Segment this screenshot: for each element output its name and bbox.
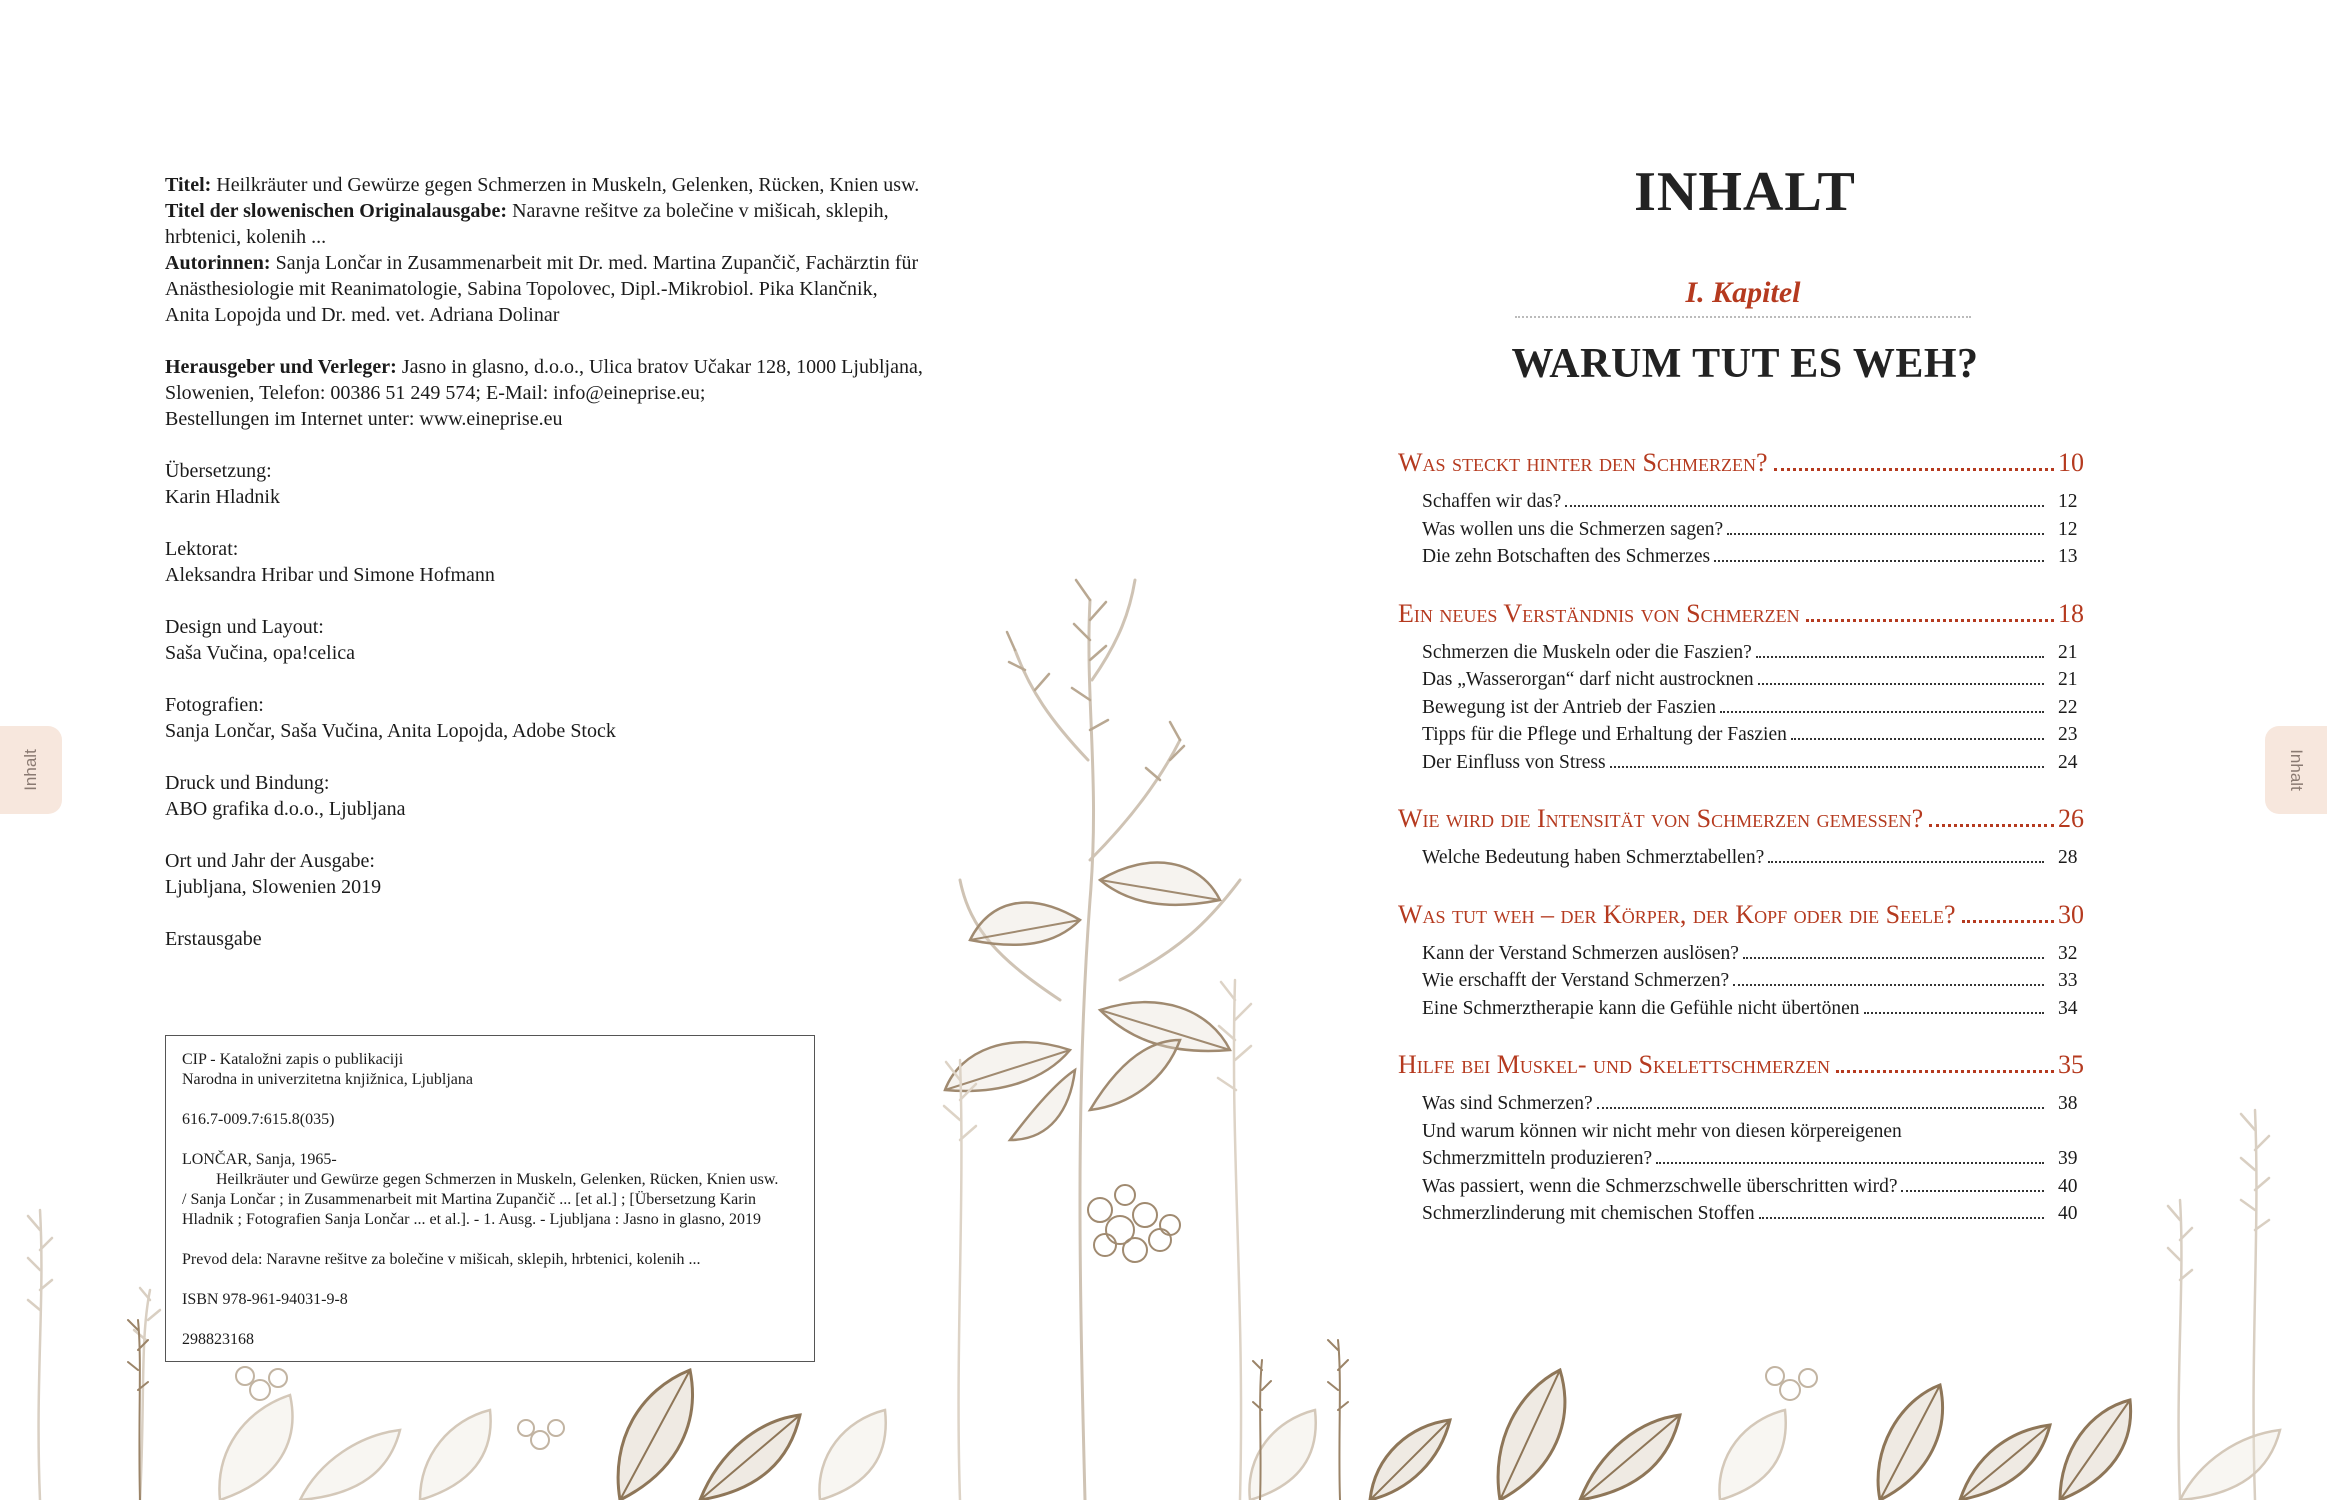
toc-entry-page: 40: [2058, 1203, 2078, 1224]
editing-label: Lektorat:: [165, 538, 239, 560]
title-label: Titel:: [165, 174, 212, 196]
print-label: Druck und Bindung:: [165, 772, 330, 794]
toc-section: [1398, 1050, 2084, 1228]
photos-value: Sanja Lončar, Saša Vučina, Anita Lopojda, Adobe Stock: [165, 720, 616, 742]
toc-entry-title: Eine Schmerztherapie kann die Gefühle nicht übertönen: [1422, 997, 1860, 1019]
toc-section-page: 18: [2058, 598, 2084, 628]
toc-entry-page: 21: [2058, 641, 2078, 663]
table-of-contents: [1398, 448, 2084, 1256]
toc-entry[interactable]: [1398, 940, 2084, 968]
dot-leader: [1756, 656, 2044, 658]
cip-author: LONČAR, Sanja, 1965-: [182, 1151, 337, 1168]
toc-entry-page: 22: [2058, 696, 2078, 718]
cip-desc1: Heilkräuter und Gewürze gegen Schmerzen in Muskeln, Gelenken, Rücken, Knien usw.: [216, 1171, 779, 1188]
toc-entry-page: 23: [2058, 724, 2078, 745]
imprint-edition-block: [165, 926, 955, 952]
toc-section: [1398, 900, 2084, 1023]
dot-leader: [1929, 824, 2054, 827]
dot-leader: [1901, 1190, 2044, 1192]
toc-section-title: Ein neues Verständnis von Schmerzen: [1398, 598, 1800, 628]
toc-entry-title: Schmerzlinderung mit chemischen Stoffen: [1422, 1203, 1755, 1224]
toc-entry-page: 12: [2058, 491, 2078, 512]
toc-entry-page: 28: [2058, 847, 2078, 868]
original-title-value-line1: Naravne rešitve za bolečine v mišicah, sklepih,: [512, 200, 889, 222]
imprint-print-block: [165, 770, 955, 822]
toc-entry-title: Die zehn Botschaften des Schmerzes: [1422, 546, 1711, 567]
dot-leader: [1656, 1162, 2044, 1164]
dot-leader: [1610, 766, 2044, 768]
translation-label: Übersetzung:: [165, 460, 272, 482]
side-tab-left-label: Inhalt: [21, 749, 40, 791]
chapter-title: WARUM TUT ES WEH?: [1511, 341, 1979, 387]
toc-section-page: 10: [2058, 448, 2084, 477]
toc-section-heading[interactable]: [1398, 804, 2084, 840]
toc-entry[interactable]: [1398, 1173, 2084, 1201]
toc-entry-page: 12: [2058, 518, 2078, 540]
dot-leader: [1720, 711, 2044, 713]
toc-entry[interactable]: [1398, 543, 2084, 571]
toc-entry-title: Welche Bedeutung haben Schmerztabellen?: [1422, 847, 1765, 868]
toc-entry-page: 21: [2058, 669, 2078, 690]
dot-leader: [1759, 1217, 2044, 1219]
dot-leader: [1597, 1107, 2044, 1109]
toc-entry[interactable]: [1398, 1145, 2084, 1173]
toc-entry-page: 33: [2058, 970, 2078, 991]
toc-entry-title: Der Einfluss von Stress: [1422, 751, 1606, 773]
dot-leader: [1791, 738, 2044, 740]
toc-entry-title: Was wollen uns die Schmerzen sagen?: [1422, 518, 1724, 540]
original-title-label: Titel der slowenischen Originalausgabe:: [165, 200, 508, 222]
title-value: Heilkräuter und Gewürze gegen Schmerzen in Muskeln, Gelenken, Rücken, Knien usw.: [216, 174, 920, 196]
toc-entry[interactable]: [1398, 666, 2084, 694]
cip-isbn: ISBN 978-961-94031-9-8: [182, 1291, 348, 1308]
cip-translation: Prevod dela: Naravne rešitve za bolečine v mišicah, sklepih, hrbtenici, kolenih ...: [182, 1251, 701, 1268]
toc-entry-page: 13: [2058, 546, 2078, 567]
toc-entry-title: Tipps für die Pflege und Erhaltung der Faszien: [1422, 724, 1787, 745]
cip-desc3: Hladnik ; Fotografien Sanja Lončar ... et al.]. - 1. Ausg. - Ljubljana : Jasno in glasno, 2019: [182, 1211, 761, 1228]
imprint-place-block: [165, 848, 955, 900]
edition: Erstausgabe: [165, 928, 262, 950]
imprint-editing-block: [165, 536, 955, 588]
imprint-photos-block: [165, 692, 955, 744]
imprint-title-block: [165, 172, 955, 328]
print-value: ABO grafika d.o.o., Ljubljana: [165, 798, 406, 820]
toc-section-page: 35: [2058, 1050, 2084, 1079]
toc-entry[interactable]: [1398, 639, 2084, 667]
toc-section: [1398, 599, 2084, 777]
toc-section-title: Was steckt hinter den Schmerzen?: [1398, 448, 1768, 477]
cip-cobiss: 298823168: [182, 1331, 254, 1348]
toc-section-heading[interactable]: [1398, 900, 2084, 936]
cip-record-box: [165, 1035, 815, 1362]
imprint-design-block: [165, 614, 955, 666]
toc-entry-title: Wie erschafft der Verstand Schmerzen?: [1422, 970, 1730, 991]
toc-entry[interactable]: [1398, 516, 2084, 544]
side-tab-right-label: Inhalt: [2287, 749, 2306, 791]
toc-section-title: Hilfe bei Muskel- und Skelettschmerzen: [1398, 1050, 1830, 1079]
photos-label: Fotografien:: [165, 694, 264, 716]
toc-entry[interactable]: [1398, 1200, 2084, 1228]
place-value: Ljubljana, Slowenien 2019: [165, 876, 382, 898]
toc-entry[interactable]: [1398, 488, 2084, 516]
toc-section-heading[interactable]: [1398, 599, 2084, 635]
cip-line2: Narodna in univerzitetna knjižnica, Ljubljana: [182, 1071, 473, 1088]
toc-section-page: 30: [2058, 899, 2084, 929]
toc-entry-page: 34: [2058, 997, 2078, 1019]
publisher-line3: Bestellungen im Internet unter: www.eineprise.eu: [165, 408, 563, 430]
original-title-value-line2: hrbtenici, kolenih ...: [165, 226, 327, 248]
cip-desc2: / Sanja Lončar ; in Zusammenarbeit mit Martina Zupančič ... [et al.] ; [Übersetzung Karin: [182, 1191, 757, 1208]
toc-entry[interactable]: [1398, 694, 2084, 722]
cip-line1: CIP - Kataložni zapis o publikaciji: [182, 1051, 404, 1068]
cip-classification: 616.7-009.7:615.8(035): [182, 1111, 335, 1128]
toc-entry[interactable]: [1398, 844, 2084, 872]
publisher-line1: Jasno in glasno, d.o.o., Ulica bratov Učakar 128, 1000 Ljubljana,: [401, 356, 923, 378]
dot-leader: [1806, 619, 2054, 622]
toc-section-title: Wie wird die Intensität von Schmerzen gemessen?: [1398, 804, 1924, 833]
dot-leader: [1864, 1012, 2045, 1014]
toc-entry[interactable]: [1398, 721, 2084, 749]
toc-section-heading[interactable]: [1398, 448, 2084, 484]
toc-entry-page: 39: [2058, 1148, 2078, 1169]
chapter-label: I. Kapitel: [1515, 276, 1971, 318]
dot-leader: [1962, 920, 2054, 923]
toc-entry-title: Schmerzen die Muskeln oder die Faszien?: [1422, 641, 1752, 663]
design-value: Saša Vučina, opa!celica: [165, 642, 356, 664]
dot-leader: [1774, 468, 2054, 471]
dot-leader: [1836, 1070, 2054, 1073]
toc-entry-page: 38: [2058, 1093, 2078, 1114]
toc-section-heading[interactable]: [1398, 1050, 2084, 1086]
place-label: Ort und Jahr der Ausgabe:: [165, 850, 375, 872]
toc-entry-page: 40: [2058, 1175, 2078, 1197]
publisher-label: Herausgeber und Verleger:: [165, 356, 397, 378]
dot-leader: [1743, 957, 2044, 959]
toc-section: [1398, 448, 2084, 571]
toc-entry-title: Das „Wasserorgan“ darf nicht austrocknen: [1422, 669, 1754, 690]
toc-entry-title: Was sind Schmerzen?: [1422, 1093, 1593, 1114]
translation-value: Karin Hladnik: [165, 486, 280, 508]
dot-leader: [1714, 560, 2044, 562]
toc-entry[interactable]: [1398, 967, 2084, 995]
toc-entry-page: 24: [2058, 751, 2078, 773]
toc-entry-title: Bewegung ist der Antrieb der Faszien: [1422, 696, 1717, 718]
dot-leader: [1565, 505, 2044, 507]
toc-title: INHALT: [1634, 161, 1856, 223]
side-tab-right[interactable]: [2265, 726, 2327, 814]
dot-leader: [1768, 861, 2044, 863]
toc-entry-title: Was passiert, wenn die Schmerzschwelle überschritten wird?: [1422, 1175, 1898, 1197]
imprint-translation-block: [165, 458, 955, 510]
toc-entry[interactable]: [1398, 995, 2084, 1023]
editing-value: Aleksandra Hribar und Simone Hofmann: [165, 564, 495, 586]
imprint: [165, 172, 955, 978]
toc-section: [1398, 804, 2084, 872]
publisher-line2: Slowenien, Telefon: 00386 51 249 574; E-Mail: info@eineprise.eu;: [165, 382, 706, 404]
toc-section-page: 26: [2058, 804, 2084, 833]
toc-entry-title: Kann der Verstand Schmerzen auslösen?: [1422, 942, 1739, 964]
authors-line2: Anästhesiologie mit Reanimatologie, Sabina Topolovec, Dipl.-Mikrobiol. Pika Klančnik,: [165, 278, 878, 300]
side-tab-left[interactable]: [0, 726, 62, 814]
design-label: Design und Layout:: [165, 616, 324, 638]
toc-entry-page: 32: [2058, 942, 2078, 964]
dot-leader: [1758, 683, 2044, 685]
toc-entry-title: Schmerzmitteln produzieren?: [1422, 1148, 1653, 1169]
authors-label: Autorinnen:: [165, 252, 271, 274]
toc-entry-title: Und warum können wir nicht mehr von diesen körpereigenen: [1422, 1120, 1902, 1142]
toc-entry[interactable]: [1398, 749, 2084, 777]
dot-leader: [1733, 984, 2044, 986]
toc-entry[interactable]: [1398, 1090, 2084, 1118]
imprint-publisher-block: [165, 354, 955, 432]
dot-leader: [1727, 533, 2044, 535]
authors-line3: Anita Lopojda und Dr. med. vet. Adriana Dolinar: [165, 304, 560, 326]
toc-section-title: Was tut weh – der Körper, der Kopf oder die Seele?: [1398, 899, 1956, 929]
toc-entry-title: Schaffen wir das?: [1422, 491, 1562, 512]
authors-line1: Sanja Lončar in Zusammenarbeit mit Dr. med. Martina Zupančič, Fachärztin für: [275, 252, 919, 274]
toc-entry[interactable]: [1398, 1118, 2084, 1146]
